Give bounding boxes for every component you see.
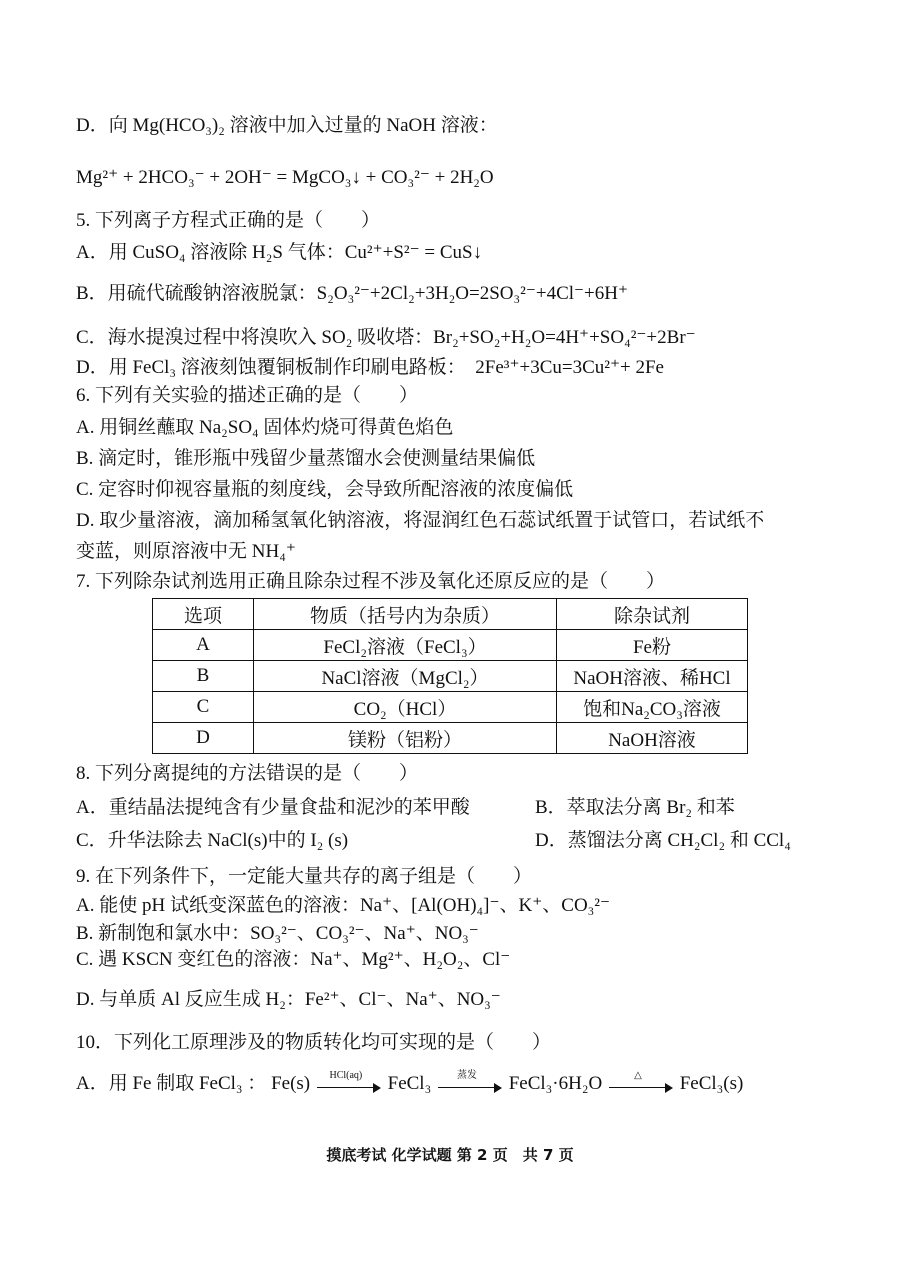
reaction-arrow-icon xyxy=(609,1069,673,1092)
page-footer: 摸底考试 化学试题 第 2 页 共 7 页 xyxy=(326,1146,574,1164)
reaction-arrow-icon xyxy=(317,1069,381,1092)
table-cell: D xyxy=(153,723,254,754)
q7-stem: 7. 下列除杂试剂选用正确且除杂过程不涉及氧化还原反应的是（ ） xyxy=(76,571,666,592)
q9-option-a: A. 能使 pH 试纸变深蓝色的溶液：Na⁺、[Al(OH)₄]⁻、K⁺、CO₃²⁻ xyxy=(76,895,611,916)
table-row xyxy=(153,692,748,723)
arrow-label: △ xyxy=(634,1069,642,1081)
arrow-label: 蒸发 xyxy=(456,1069,477,1081)
q5-stem: 5. 下列离子方程式正确的是（ ） xyxy=(76,210,381,231)
q5-option-d: D．用 FeCl₃ 溶液刻蚀覆铜板制作印刷电路板： 2Fe³⁺+3Cu=3Cu²⁺+ 2Fe xyxy=(76,357,664,378)
product-fecl3-solid: FeCl₃(s) xyxy=(679,1073,744,1094)
reactant-fe: Fe(s) xyxy=(271,1073,311,1094)
table-cell: FeCl₂溶液（FeCl₃） xyxy=(254,630,557,661)
q9-option-c: C. 遇 KSCN 变红色的溶液：Na⁺、Mg²⁺、H₂O₂、Cl⁻ xyxy=(76,949,511,970)
q5-option-c: C．海水提溴过程中将溴吹入 SO₂ 吸收塔：Br₂+SO₂+H₂O=4H⁺+SO₄²⁻+2Br⁻ xyxy=(76,327,696,348)
table-row xyxy=(153,661,748,692)
q8-option-c: C．升华法除去 NaCl(s)中的 I₂ (s) xyxy=(76,830,349,851)
q5-option-a: A．用 CuSO₄ 溶液除 H₂S 气体：Cu²⁺+S²⁻ = CuS↓ xyxy=(76,242,483,263)
table-header-cell: 选项 xyxy=(153,599,254,630)
table-cell: NaOH溶液、稀HCl xyxy=(557,661,748,692)
table-cell: CO₂（HCl） xyxy=(254,692,557,723)
table-cell: NaCl溶液（MgCl₂） xyxy=(254,661,557,692)
table-header-cell: 除杂试剂 xyxy=(557,599,748,630)
table-cell: Fe粉 xyxy=(557,630,748,661)
q6-option-d-line2: 变蓝，则原溶液中无 NH₄⁺ xyxy=(76,541,296,562)
table-header-row xyxy=(153,599,748,630)
table-cell: B xyxy=(153,661,254,692)
table-header-cell: 物质（括号内为杂质） xyxy=(254,599,557,630)
q6-stem: 6. 下列有关实验的描述正确的是（ ） xyxy=(76,385,419,406)
q6-option-b: B. 滴定时，锥形瓶中残留少量蒸馏水会使测量结果偏低 xyxy=(76,448,536,469)
table-cell: A xyxy=(153,630,254,661)
table-cell: NaOH溶液 xyxy=(557,723,748,754)
q9-stem: 9. 在下列条件下，一定能大量共存的离子组是（ ） xyxy=(76,866,533,887)
q8-stem: 8. 下列分离提纯的方法错误的是（ ） xyxy=(76,763,419,784)
product-fecl3-hydrate: FeCl₃·6H₂O xyxy=(508,1073,603,1094)
q8-option-a: A．重结晶法提纯含有少量食盐和泥沙的苯甲酸 xyxy=(76,797,470,818)
table-cell: 镁粉（铝粉） xyxy=(254,723,557,754)
q4-option-d-equation: Mg²⁺ + 2HCO₃⁻ + 2OH⁻ = MgCO₃↓ + CO₃²⁻ + 2H₂O xyxy=(76,167,494,188)
q5-option-b: B．用硫代硫酸钠溶液脱氯：S₂O₃²⁻+2Cl₂+3H₂O=2SO₃²⁻+4Cl⁻+6H⁺ xyxy=(76,283,629,304)
q4-option-d: D．向 Mg(HCO₃)₂ 溶液中加入过量的 NaOH 溶液： xyxy=(76,115,498,136)
table-row xyxy=(153,630,748,661)
q10-stem: 10．下列化工原理涉及的物质转化均可实现的是（ ） xyxy=(76,1032,552,1053)
q10-option-a xyxy=(76,1069,744,1096)
table-cell: C xyxy=(153,692,254,723)
q8-option-b: B．萃取法分离 Br₂ 和苯 xyxy=(535,797,735,818)
q9-option-d: D. 与单质 Al 反应生成 H₂：Fe²⁺、Cl⁻、Na⁺、NO₃⁻ xyxy=(76,989,501,1010)
q10-option-a-prefix: A．用 Fe 制取 FeCl₃ ： xyxy=(76,1073,267,1094)
q7-options-table xyxy=(152,598,748,754)
q6-option-d-line1: D. 取少量溶液，滴加稀氢氧化钠溶液，将湿润红色石蕊试纸置于试管口，若试纸不 xyxy=(76,510,765,531)
q6-option-a: A. 用铜丝蘸取 Na₂SO₄ 固体灼烧可得黄色焰色 xyxy=(76,417,454,438)
table-row xyxy=(153,723,748,754)
table-cell: 饱和Na₂CO₃溶液 xyxy=(557,692,748,723)
product-fecl3: FeCl₃ xyxy=(387,1073,432,1094)
q6-option-c: C. 定容时仰视容量瓶的刻度线，会导致所配溶液的浓度偏低 xyxy=(76,479,574,500)
q8-option-d: D．蒸馏法分离 CH₂Cl₂ 和 CCl₄ xyxy=(535,830,791,851)
arrow-label: HCl(aq) xyxy=(329,1069,363,1081)
reaction-arrow-icon xyxy=(438,1069,502,1092)
q9-option-b: B. 新制饱和氯水中：SO₃²⁻、CO₃²⁻、Na⁺、NO₃⁻ xyxy=(76,923,479,944)
